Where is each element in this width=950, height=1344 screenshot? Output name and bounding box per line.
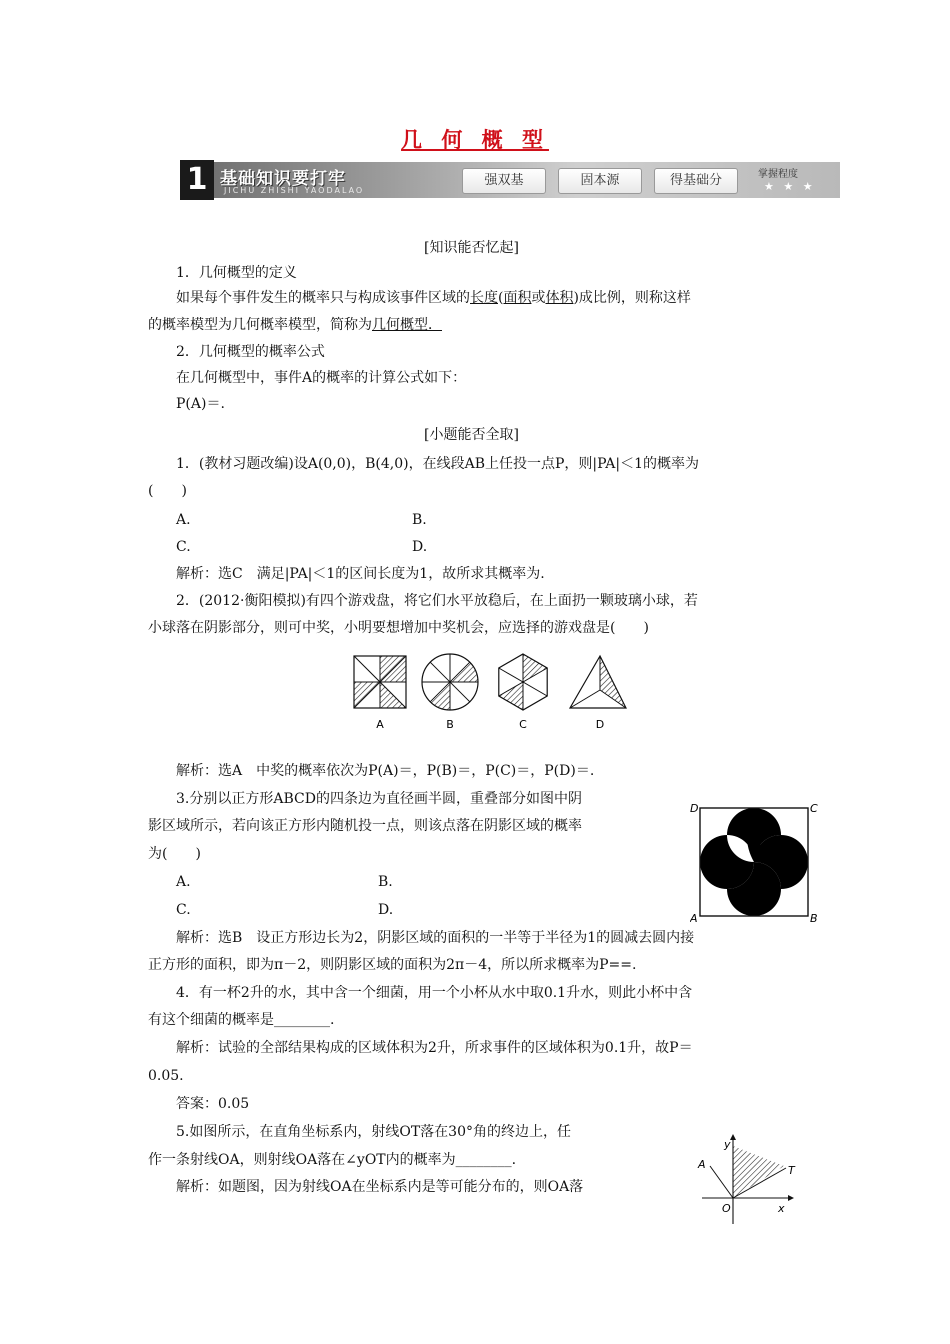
q1-line2: ( ) (148, 483, 187, 499)
board-label-a: A (376, 718, 384, 731)
label-a: A (698, 1158, 706, 1171)
q1-solution: 解析：选C 满足|PA|＜1的区间长度为1，故所求其概率为. (176, 566, 545, 582)
q5-line2: 作一条射线OA，则射线OA落在∠yOT内的概率为________. (148, 1152, 517, 1168)
petal-shading-icon (700, 808, 808, 916)
k1-paragraph-line2: 的概率模型为几何概率模型，简称为几何概型． (148, 317, 442, 333)
q3-solution-line2: 正方形的面积，即为π－2，则阴影区域的面积为2π－4，所以所求概率为P==. (148, 957, 637, 973)
section-banner (180, 160, 840, 202)
corner-d: D (690, 802, 699, 815)
board-d-triangle-icon (570, 656, 626, 708)
x-axis-arrow-icon (788, 1195, 794, 1201)
k2-formula: P(A)＝. (176, 396, 225, 412)
q1-option-a: A. (176, 512, 191, 528)
label-o: O (722, 1202, 731, 1215)
q4-line1: 4．有一杯2升的水，其中含一个细菌，用一个小杯从水中取0.1升水，则此小杯中含 (176, 985, 693, 1001)
q4-solution-line2: 0.05. (148, 1068, 184, 1084)
angle-region-shading (733, 1146, 784, 1198)
q4-answer: 答案：0.05 (176, 1096, 250, 1112)
tag-qiang-shuang-ji: 强双基 (462, 168, 546, 194)
board-label-b: B (446, 718, 454, 731)
banner-title: 基础知识要打牢 (220, 169, 346, 189)
tag-de-ji-chu-fen: 得基础分 (654, 168, 738, 194)
q2-solution: 解析：选A 中奖的概率依次为P(A)＝，P(B)＝，P(C)＝，P(D)＝. (176, 763, 595, 779)
section-recall: [知识能否忆起] (424, 240, 519, 256)
corner-c: C (810, 802, 818, 815)
q3-option-d: D. (378, 902, 394, 918)
board-label-c: C (519, 718, 527, 731)
q3-line1: 3.分别以正方形ABCD的四条边为直径画半圆，重叠部分如图中阴 (176, 791, 582, 807)
page-title: 几 何 概 型 (401, 127, 549, 152)
q2-line2: 小球落在阴影部分，则可中奖，小明要想增加中奖机会，应选择的游戏盘是( ) (148, 620, 649, 636)
k1-heading: 1．几何概型的定义 (176, 265, 297, 281)
q5-line1: 5.如图所示，在直角坐标系内，射线OT落在30°角的终边上，任 (176, 1124, 571, 1140)
q1-option-d: D. (412, 539, 428, 555)
q3-line2: 影区域所示，若向该正方形内随机投一点，则该点落在阴影区域的概率 (148, 818, 582, 834)
q2-line1: 2．(2012·衡阳模拟)有四个游戏盘，将它们水平放稳后，在上面扔一颗玻璃小球，若 (176, 593, 698, 609)
k2-line: 在几何概型中，事件A的概率的计算公式如下： (176, 370, 467, 386)
q3-option-b: B. (378, 874, 393, 890)
q5-solution-line1: 解析：如题图，因为射线OA在坐标系内是等可能分布的，则OA落 (176, 1179, 584, 1195)
corner-b: B (810, 912, 818, 924)
q1-option-b: B. (412, 512, 427, 528)
q3-solution-line1: 解析：选B 设正方形边长为2，阴影区域的面积的一半等于半径为1的圆减去圆内接 (176, 930, 695, 946)
corner-a: A (690, 912, 698, 924)
mastery-label: 掌握程度 (758, 169, 798, 180)
k2-heading: 2．几何概型的概率公式 (176, 344, 325, 360)
q3-line3: 为( ) (148, 846, 201, 862)
game-boards-figure (348, 650, 638, 736)
ray-angle-figure (696, 1128, 800, 1228)
square-petals-figure (690, 800, 820, 924)
k1-paragraph-line1: 如果每个事件发生的概率只与构成该事件区域的长度(面积或体积)成比例，则称这样 (176, 290, 691, 306)
q1-option-c: C. (176, 539, 191, 555)
ray-oa (710, 1166, 733, 1198)
section-quiz: [小题能否全取] (424, 427, 519, 443)
q1-line1: 1．(教材习题改编)设A(0,0)，B(4,0)，在线段AB上任投一点P，则|PA|＜1的概率为 (176, 456, 700, 472)
tag-gu-ben-yuan: 固本源 (558, 168, 642, 194)
q3-option-a: A. (176, 874, 191, 890)
board-c-hexagon-icon (499, 654, 547, 710)
mastery-stars-icon: ★ ★ ★ (764, 180, 816, 193)
banner-pinyin: JICHU ZHISHI YAODALAO (224, 186, 365, 195)
board-a-square-icon (354, 656, 406, 708)
section-number-badge: 1 (180, 160, 214, 200)
label-t: T (788, 1164, 795, 1177)
y-axis-arrow-icon (730, 1134, 736, 1140)
label-y: y (724, 1138, 731, 1151)
q3-option-c: C. (176, 902, 191, 918)
q4-solution-line1: 解析：试验的全部结果构成的区域体积为2升，所求事件的区域体积为0.1升，故P＝ (176, 1040, 693, 1056)
board-label-d: D (595, 718, 605, 731)
label-x: x (778, 1202, 785, 1215)
q4-line2: 有这个细菌的概率是________. (148, 1012, 335, 1028)
board-b-circle-icon (422, 654, 478, 710)
